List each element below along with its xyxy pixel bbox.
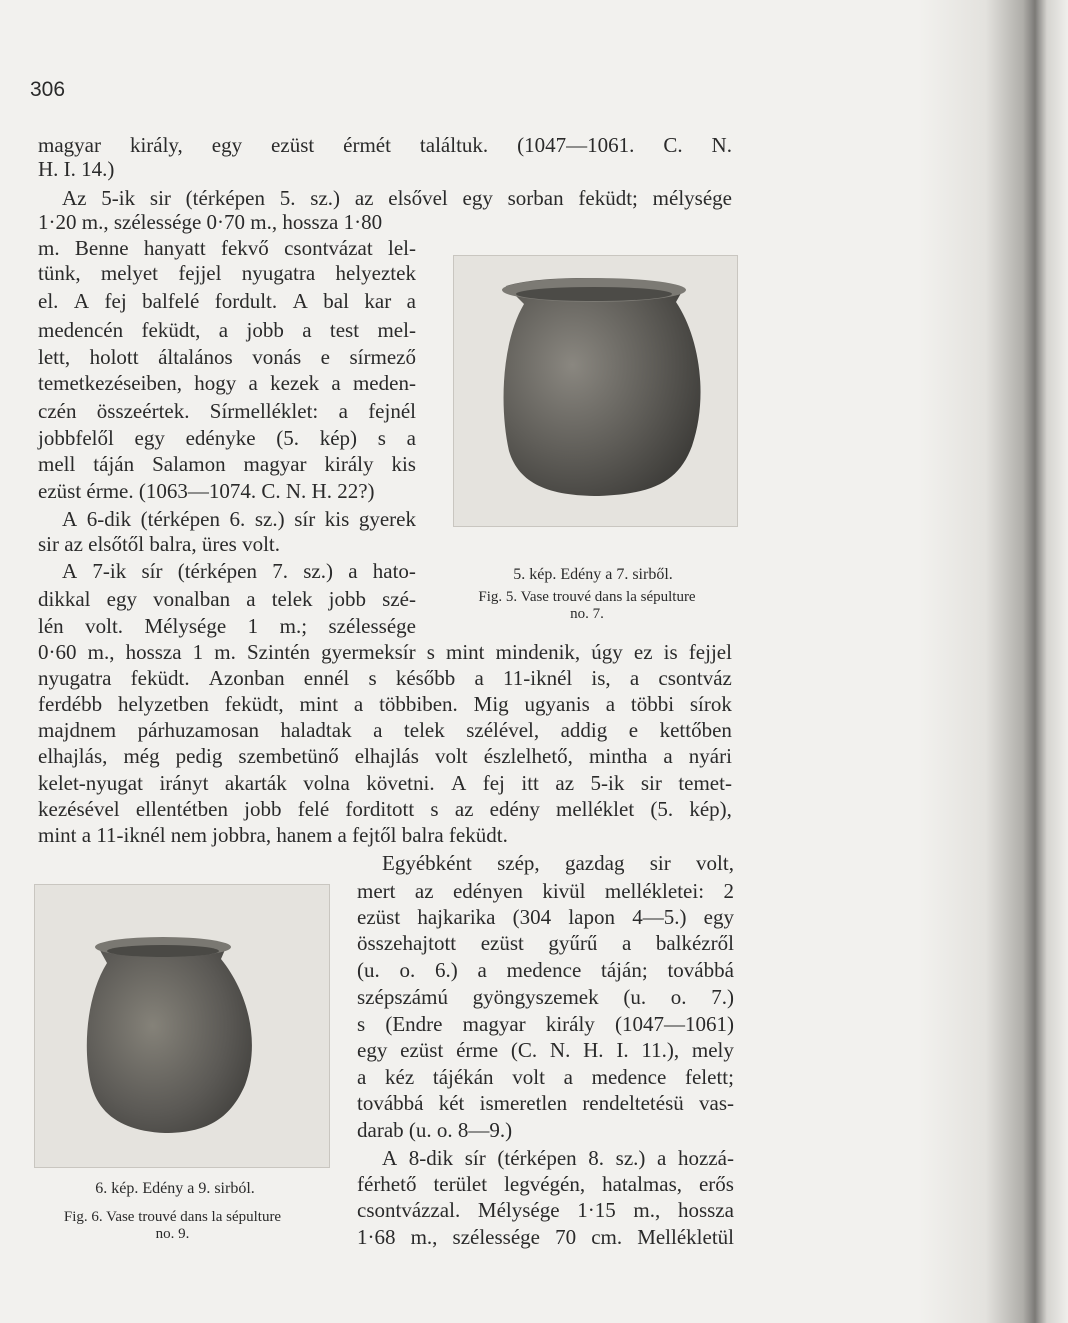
text-line: lett, holott általános vonás e sírmező	[38, 345, 416, 369]
text-line: mell táján Salamon magyar király kis	[38, 452, 416, 476]
text-line: sir az elsőtől balra, üres volt.	[38, 532, 281, 556]
text-line: kelet-nyugat irányt akarták volna követni. A fej itt az 5-ik sir temet-	[38, 771, 732, 795]
text-line: szépszámú gyöngyszemek (u. o. 7.)	[357, 985, 734, 1009]
figure-5-caption-hu: 5. kép. Edény a 7. sirből.	[513, 566, 673, 583]
text-line: A 6-dik (térképen 6. sz.) sír kis gyerek	[62, 507, 416, 531]
text-line: A 7-ik sír (térképen 7. sz.) a hato-	[62, 559, 416, 583]
page-number: 306	[30, 78, 66, 101]
text-line: darab (u. o. 8—9.)	[357, 1118, 513, 1142]
text-line: csontvázzal. Mélysége 1·15 m., hossza	[357, 1198, 734, 1222]
figure-6-caption-fr-line1: Fig. 6. Vase trouvé dans la sépulture	[63, 1209, 282, 1225]
text-line: m. Benne hanyatt fekvő csontvázat lel-	[38, 236, 416, 260]
figure-6-photo	[34, 884, 330, 1168]
text-line: medencén feküdt, a jobb a test mel-	[38, 318, 416, 342]
text-line: czén összeértek. Sírmelléklet: a fejnél	[38, 399, 416, 423]
text-line: (u. o. 6.) a medence táján; továbbá	[357, 958, 734, 982]
figure-6-caption-fr-line2: no. 9.	[155, 1226, 190, 1242]
text-line: tünk, melyet fejjel nyugatra helyeztek	[38, 261, 416, 285]
text-line: jobbfelől egy edényke (5. kép) s a	[38, 426, 416, 450]
figure-6-caption-hu: 6. kép. Edény a 9. sirból.	[95, 1180, 255, 1197]
vase-image	[454, 256, 737, 526]
text-line: 0·60 m., hossza 1 m. Szintén gyermeksír s mint mindenik, úgy ez is fejjel	[38, 640, 732, 664]
text-line: dikkal egy vonalban a telek jobb szé-	[38, 587, 416, 611]
text-line: mert az edényen kivül mellékletei: 2	[357, 879, 734, 903]
figure-5-photo	[453, 255, 738, 527]
text-line: Egyébként szép, gazdag sir volt,	[382, 851, 734, 875]
text-line: egy ezüst érme (C. N. H. I. 11.), mely	[357, 1038, 734, 1062]
text-line: kezésével ellentétben jobb felé forditott s az edény melléklet (5. kép),	[38, 797, 732, 821]
text-line: H. I. 14.)	[38, 157, 115, 181]
text-line: A 8-dik sír (térképen 8. sz.) a hozzá-	[382, 1146, 734, 1170]
text-line: férhető terület legvégén, hatalmas, erős	[357, 1172, 734, 1196]
text-line: 1·68 m., szélessége 70 cm. Mellékletül	[357, 1225, 734, 1249]
text-line: el. A fej balfelé fordult. A bal kar a	[38, 289, 416, 313]
vase-image	[35, 885, 329, 1167]
text-line: nyugatra feküdt. Azonban ennél s később a 11-iknél is, a csontváz	[38, 666, 732, 690]
text-line: temetkezéseiben, hogy a kezek a meden-	[38, 371, 416, 395]
text-line: a kéz tájékán volt a medence felett;	[357, 1065, 734, 1089]
text-line: ezüst érme. (1063—1074. C. N. H. 22?)	[38, 479, 375, 503]
text-line: magyar király, egy ezüst érmét találtuk. (1047—1061. C. N.	[38, 133, 732, 157]
text-line: mint a 11-iknél nem jobbra, hanem a fejtől balra feküdt.	[38, 823, 508, 847]
figure-5-caption-fr-line2: no. 7.	[570, 606, 604, 622]
figure-5-caption-fr-line1: Fig. 5. Vase trouvé dans la sépulture	[478, 589, 696, 605]
text-line: összehajtott ezüst gyűrű a balkézről	[357, 931, 734, 955]
text-line: ezüst hajkarika (304 lapon 4—5.) egy	[357, 905, 734, 929]
text-line: 1·20 m., szélessége 0·70 m., hossza 1·80	[38, 210, 383, 234]
text-line: lén volt. Mélysége 1 m.; szélessége	[38, 614, 416, 638]
text-line: ferdébb helyzetben feküdt, mint a többiben. Mig ugyanis a többi sírok	[38, 692, 732, 716]
text-line: elhajlás, még pedig szembetünő elhajlás volt észlelhető, mintha a nyári	[38, 744, 732, 768]
book-spine-shadow	[918, 0, 1068, 1323]
text-line: s (Endre magyar király (1047—1061)	[357, 1012, 734, 1036]
text-line: majdnem párhuzamosan haladtak a telek szélével, addig e kettőben	[38, 718, 732, 742]
text-line: továbbá két ismeretlen rendeltetésü vas-	[357, 1091, 734, 1115]
text-line: Az 5-ik sir (térképen 5. sz.) az elsővel egy sorban feküdt; mélysége	[62, 186, 732, 210]
